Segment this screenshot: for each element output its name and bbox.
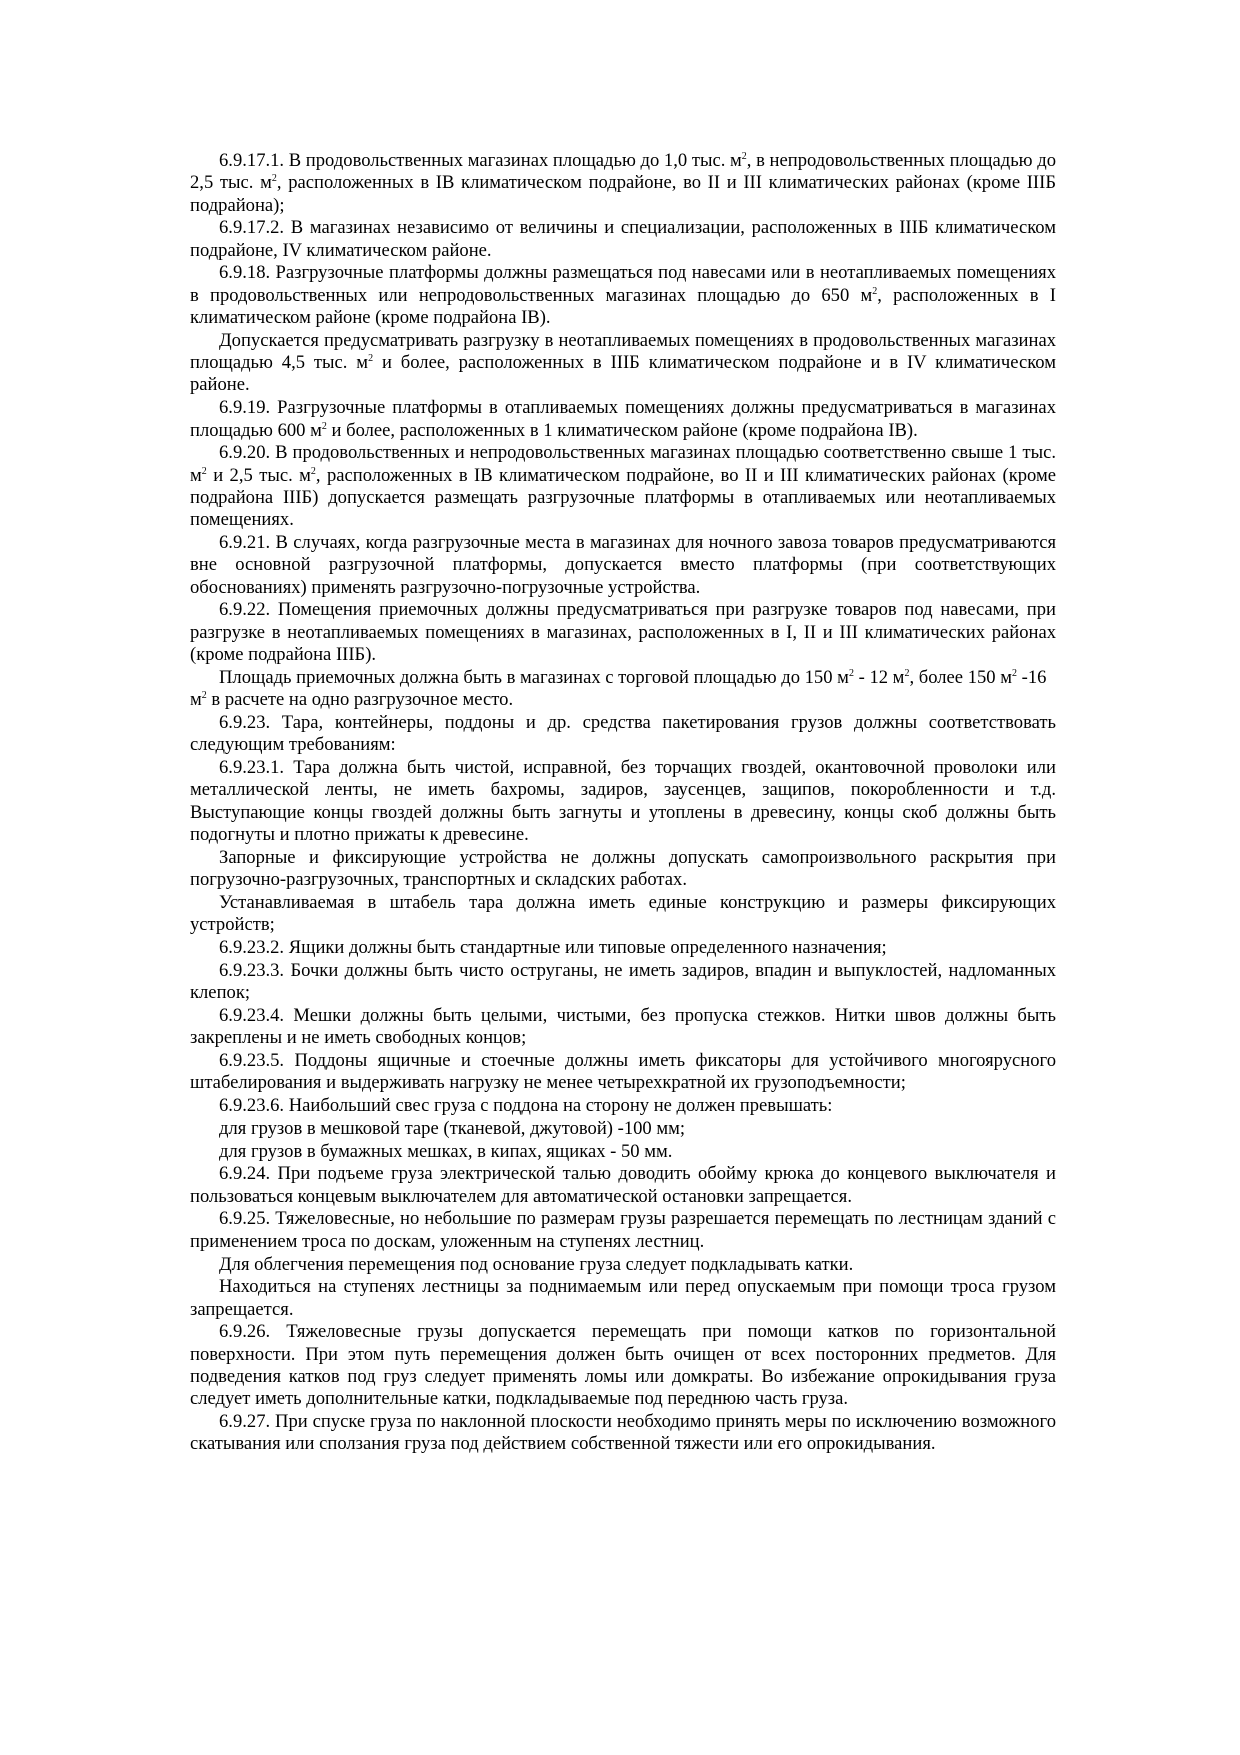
paragraph-6-9-22 — [190, 599, 1056, 666]
paragraph-6-9-23 — [190, 712, 1056, 757]
paragraph-6-9-22-area — [190, 667, 1056, 712]
superscript: 2 — [201, 689, 207, 701]
text-run: и более, расположенных в 1 климатическом районе (кроме подрайона IВ). — [326, 419, 918, 441]
paragraph-6-9-25 — [190, 1208, 1056, 1253]
text-run: 6.9.17.2. В магазинах независимо от величины и специализации, расположенных в IIIБ климатическом подрайоне, IV климатическом районе. — [190, 217, 1056, 261]
text-run: 6.9.23.5. Поддоны ящичные и стоечные должны иметь фиксаторы для устойчивого многоярусного штабелирования и выдерживать нагрузку не менее четырехкратной их грузоподъемности; — [190, 1049, 1056, 1094]
text-run: 6.9.23.4. Мешки должны быть целыми, чистыми, без пропуска стежков. Нитки швов должны быть закреплены и не иметь свободных концов; — [190, 1004, 1056, 1049]
paragraph-6-9-17-1 — [190, 150, 1056, 217]
text-run: Находиться на ступенях лестницы за поднимаемым или перед опускаемым при помощи троса грузом запрещается. — [190, 1276, 1056, 1320]
text-run: в расчете на одно разгрузочное место. — [206, 689, 514, 711]
text-run: 6.9.21. В случаях, когда разгрузочные места в магазинах для ночного завоза товаров предусматриваются вне основной разгрузочной платформы, допускается вместо платформы (при соответствующих обоснованиях) применять разгрузочно-погрузочные устройства. — [190, 532, 1056, 598]
paragraph-6-9-19 — [190, 397, 1056, 442]
text-run: -16 м — [190, 666, 1047, 711]
paragraph-6-9-24 — [190, 1163, 1056, 1208]
superscript: 2 — [321, 420, 327, 432]
paragraph-6-9-25-rollers — [190, 1254, 1056, 1276]
paragraph-6-9-18 — [190, 262, 1056, 329]
paragraph-6-9-23-1-stack — [190, 892, 1056, 937]
text-run: - 12 м — [853, 666, 905, 688]
text-run: Для облегчения перемещения под основание груза следует подкладывать катки. — [219, 1253, 854, 1275]
paragraph-6-9-23-3 — [190, 960, 1056, 1005]
paragraph-6-9-23-2 — [190, 937, 1056, 959]
text-run: 6.9.24. При подъеме груза электрической талью доводить обойму крюка до концевого выключателя и пользоваться концевым выключателем для автоматической остановки запрещается. — [190, 1163, 1056, 1207]
paragraph-6-9-27 — [190, 1411, 1056, 1456]
text-run: 6.9.23.1. Тара должна быть чистой, исправной, без торчащих гвоздей, окантовочной проволоки или металлической ленты, не иметь бахромы, задиров, заусенцев, защипов, покоробленности и т.д. Выступающие концы гвоздей должны быть загнуты и утоплены в древесину, концы скоб должны быть подогнуты и плотно прижаты к древесине. — [190, 757, 1056, 845]
paragraph-6-9-26 — [190, 1321, 1056, 1410]
text-run: 6.9.26. Тяжеловесные грузы допускается перемещать при помощи катков по горизонтальной поверхности. При этом путь перемещения должен быть очищен от всех посторонних предметов. Для подведения катков под груз следует применять ломы или домкраты. Во избежание опрокидывания груза следует иметь дополнительные катки, подкладываемые под переднюю часть груза. — [190, 1321, 1056, 1410]
text-run: для грузов в бумажных мешках, в кипах, ящиках - 50 мм. — [219, 1140, 673, 1162]
paragraph-6-9-23-5 — [190, 1050, 1056, 1095]
superscript: 2 — [201, 465, 207, 477]
paragraph-6-9-23-6-b — [190, 1141, 1056, 1163]
text-run: 6.9.22. Помещения приемочных должны предусматриваться при разгрузке товаров под навесами, при разгрузке в неотапливаемых помещениях в магазинах, расположенных в I, II и III климатических районах (кроме подрайона IIIБ). — [190, 599, 1056, 666]
paragraph-6-9-25-forbid — [190, 1276, 1056, 1321]
superscript: 2 — [1012, 667, 1018, 679]
text-run: и более, расположенных в IIIБ климатическом подрайоне и в IV климатическом районе. — [190, 352, 1056, 396]
document-page — [190, 150, 1056, 1456]
text-run: , в непродовольственных площадью до 2,5 тыс. м — [190, 150, 1056, 194]
superscript: 2 — [872, 285, 878, 297]
text-run: Площадь приемочных должна быть в магазинах с торговой площадью до 150 м — [219, 666, 849, 688]
paragraph-6-9-21 — [190, 532, 1056, 599]
text-run: 6.9.23. Тара, контейнеры, поддоны и др. средства пакетирования грузов должны соответствовать следующим требованиям: — [190, 711, 1056, 756]
paragraph-6-9-23-4 — [190, 1005, 1056, 1050]
text-run: и 2,5 тыс. м — [206, 464, 311, 486]
text-run: 6.9.17.1. В продовольственных магазинах площадью до 1,0 тыс. м — [219, 150, 742, 171]
paragraph-6-9-23-1-locks — [190, 847, 1056, 892]
paragraph-6-9-20 — [190, 442, 1056, 531]
superscript: 2 — [741, 150, 747, 162]
text-run: Устанавливаемая в штабель тара должна иметь единые конструкцию и размеры фиксирующих устройств; — [190, 891, 1056, 936]
text-run: 6.9.23.2. Ящики должны быть стандартные или типовые определенного назначения; — [219, 936, 887, 958]
paragraph-6-9-17-2 — [190, 217, 1056, 262]
superscript: 2 — [904, 667, 910, 679]
superscript: 2 — [271, 173, 277, 185]
text-run: Допускается предусматривать разгрузку в неотапливаемых помещениях в продовольственных магазинах площадью 4,5 тыс. м — [190, 329, 1056, 374]
text-run: 6.9.20. В продовольственных и непродовольственных магазинах площадью соответственно свыше 1 тыс. м — [190, 442, 1056, 486]
paragraph-6-9-23-1 — [190, 757, 1056, 846]
superscript: 2 — [310, 465, 316, 477]
text-run: , расположенных в I климатическом районе (кроме подрайона IВ). — [190, 284, 1057, 329]
paragraph-6-9-18-allow — [190, 330, 1056, 397]
text-run: 6.9.19. Разгрузочные платформы в отапливаемых помещениях должны предусматриваться в магазинах площадью 600 м — [190, 397, 1056, 441]
paragraph-6-9-23-6-a — [190, 1118, 1056, 1140]
text-run: для грузов в мешковой таре (тканевой, джутовой) -100 мм; — [219, 1117, 686, 1139]
superscript: 2 — [368, 352, 374, 364]
text-run: Запорные и фиксирующие устройства не должны допускать самопроизвольного раскрытия при погрузочно-разгрузочных, транспортных и складских работах. — [190, 846, 1056, 890]
text-run: 6.9.18. Разгрузочные платформы должны размещаться под навесами или в неотапливаемых помещениях в продовольственных или непродовольственных магазинах площадью до 650 м — [190, 262, 1056, 306]
text-run: 6.9.23.6. Наибольший свес груза с поддона на сторону не должен превышать: — [219, 1094, 833, 1116]
paragraph-6-9-23-6 — [190, 1095, 1056, 1117]
text-run: , более 150 м — [909, 666, 1013, 688]
text-run: , расположенных в IВ климатическом подрайоне, во II и III климатических районах (кроме подрайона IIIБ) допускается размещать разгрузочные платформы в отапливаемых или неотапливаемых помещениях. — [190, 464, 1056, 531]
superscript: 2 — [848, 667, 854, 679]
text-run: , расположенных в IВ климатическом подрайоне, во II и III климатических районах (кроме IIIБ подрайона); — [190, 172, 1056, 216]
text-run: 6.9.27. При спуске груза по наклонной плоскости необходимо принять меры по исключению возможного скатывания или сползания груза под действием собственной тяжести или его опрокидывания. — [190, 1411, 1056, 1455]
text-run: 6.9.25. Тяжеловесные, но небольшие по размерам грузы разрешается перемещать по лестницам зданий с применением троса по доскам, уложенным на ступенях лестниц. — [190, 1208, 1056, 1252]
text-run: 6.9.23.3. Бочки должны быть чисто оструганы, не иметь задиров, впадин и выпуклостей, надломанных клепок; — [190, 959, 1056, 1003]
